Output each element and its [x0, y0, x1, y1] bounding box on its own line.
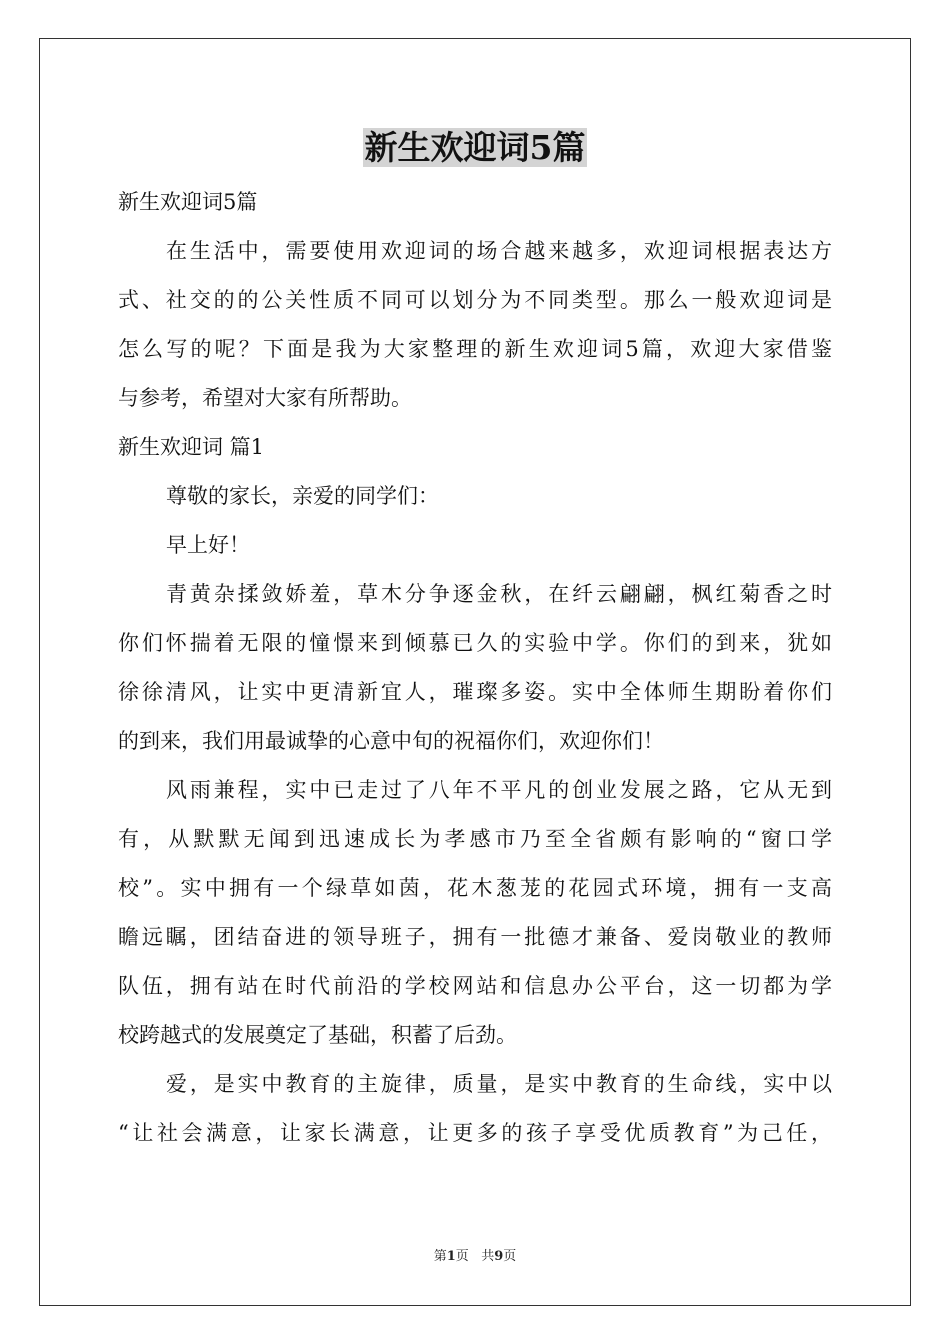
- page-prefix: 第: [433, 1249, 447, 1264]
- intro-line: 怎么写的呢？下面是我为大家整理的新生欢迎词5篇，欢迎大家借鉴: [118, 337, 832, 361]
- document-subtitle: 新生欢迎词5篇: [118, 190, 258, 214]
- paragraph-line: 队伍，拥有站在时代前沿的学校网站和信息办公平台，这一切都为学: [118, 974, 832, 998]
- paragraph-line: 你们怀揣着无限的憧憬来到倾慕已久的实验中学。你们的到来，犹如: [118, 631, 832, 655]
- paragraph-line: 有，从默默无闻到迅速成长为孝感市乃至全省颇有影响的“窗口学: [118, 827, 832, 851]
- intro-line: 式、社交的的公关性质不同可以划分为不同类型。那么一般欢迎词是: [118, 288, 832, 312]
- document-title-text: 新生欢迎词5篇: [364, 128, 586, 167]
- total-prefix: 共: [481, 1249, 495, 1264]
- intro-line: 在生活中，需要使用欢迎词的场合越来越多，欢迎词根据表达方: [166, 239, 832, 263]
- total-page-number: 9: [494, 1249, 504, 1264]
- paragraph-line: 爱，是实中教育的主旋律，质量，是实中教育的生命线，实中以: [166, 1072, 832, 1096]
- section-heading: 新生欢迎词 篇1: [118, 435, 265, 459]
- document-body: [118, 178, 832, 1158]
- page-suffix: 页: [455, 1249, 469, 1264]
- paragraph-line: 青黄杂揉敛娇羞，草木分争逐金秋，在纤云翩翩，枫红菊香之时: [166, 582, 832, 606]
- salutation: 尊敬的家长，亲爱的同学们：: [166, 484, 439, 508]
- paragraph-line: 校”。实中拥有一个绿草如茵，花木葱茏的花园式环境，拥有一支高: [118, 876, 832, 900]
- greeting: 早上好！: [166, 533, 250, 557]
- total-suffix: 页: [503, 1249, 517, 1264]
- paragraph-line: 瞻远瞩，团结奋进的领导班子，拥有一批德才兼备、爱岗敬业的教师: [118, 925, 832, 949]
- paragraph-line: 徐徐清风，让实中更清新宜人，璀璨多姿。实中全体师生期盼着你们: [118, 680, 832, 704]
- paragraph-line: 校跨越式的发展奠定了基础，积蓄了后劲。: [118, 1023, 517, 1047]
- intro-line: 与参考，希望对大家有所帮助。: [118, 386, 412, 410]
- current-page-number: 1: [446, 1249, 456, 1264]
- page-footer: [0, 1248, 950, 1266]
- paragraph-line: “让社会满意，让家长满意，让更多的孩子享受优质教育”为己任，: [118, 1121, 832, 1145]
- paragraph-line: 风雨兼程，实中已走过了八年不平凡的创业发展之路，它从无到: [166, 778, 832, 802]
- paragraph-line: 的到来，我们用最诚挚的心意中旬的祝福你们，欢迎你们！: [118, 729, 664, 753]
- document-title: [0, 126, 950, 170]
